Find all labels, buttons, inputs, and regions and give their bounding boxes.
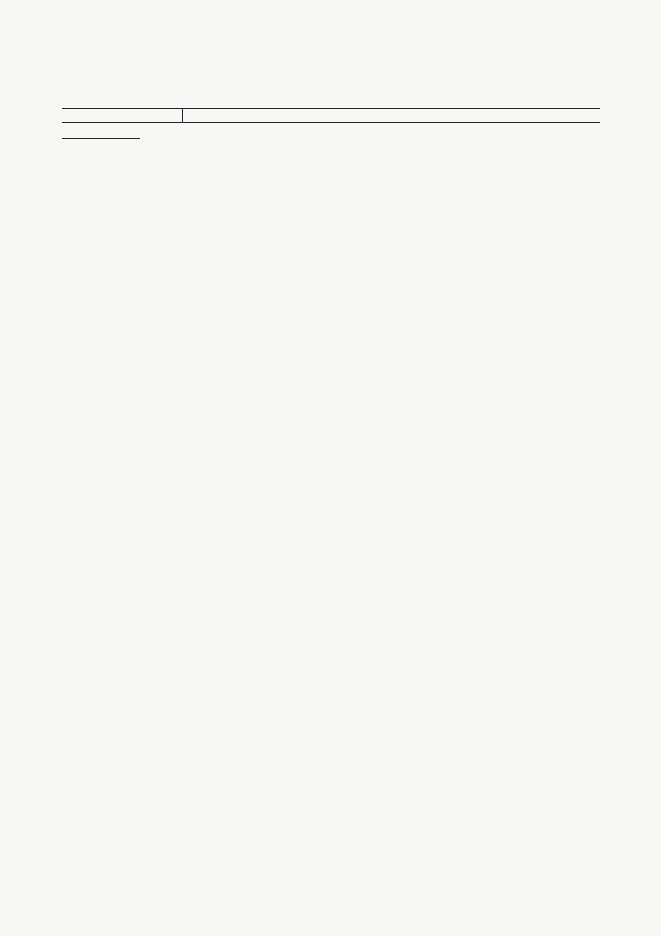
score-table — [62, 108, 600, 123]
document-body — [62, 98, 600, 142]
table-header-score — [62, 109, 183, 123]
table-header-characteristic — [183, 109, 601, 123]
footnote-rule — [62, 138, 140, 139]
